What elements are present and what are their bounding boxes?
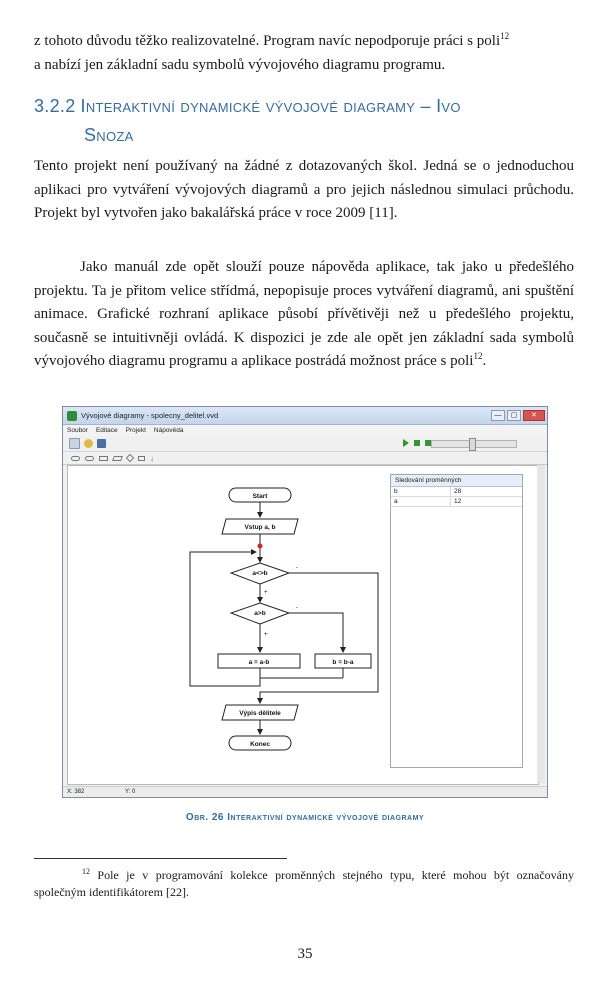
paragraph-project: Tento projekt není používaný na žádné z dotazovaných škol. Jedná se o jednoduchou aplikaci pro vytváření vývojových diagramů a pro jejich následnou simulaci průchodu. Projekt byl vytvořen jako bakalářská práce v roce 2009 [11].: [34, 158, 574, 221]
assign-left-label: a = a-b: [248, 659, 270, 666]
branch-minus-2: -: [296, 605, 298, 611]
main-toolbar: [63, 436, 547, 452]
window-title: Vývojové diagramy - spolecny_delitel.vvd: [81, 411, 219, 420]
cond2-label: a>b: [254, 610, 266, 617]
maximize-button[interactable]: ▢: [507, 410, 521, 421]
app-icon: [67, 411, 77, 421]
section-number: 3.2.2: [34, 96, 76, 116]
start-label: Start: [252, 493, 268, 500]
status-x: X: 382: [67, 789, 85, 795]
slider-thumb[interactable]: [469, 438, 476, 451]
new-file-icon[interactable]: [69, 438, 80, 449]
section-title-line1: Interaktivní dynamické vývojové diagramy – Ivo: [80, 96, 461, 116]
menu-editace[interactable]: Editace: [95, 427, 118, 434]
active-step-marker: [258, 544, 263, 549]
minimize-button[interactable]: —: [491, 410, 505, 421]
figure-caption: Obr. 26 Interaktivní dynamické vývojové diagramy: [185, 812, 425, 823]
footnote: $^{12}$ Pole je v programování kolekce proměnných stejného typu, které mohou být označovány společným identifikátorem [22].: [34, 867, 574, 899]
status-y: Y: 0: [125, 789, 136, 795]
connector-arrow-icon[interactable]: ↓: [150, 453, 154, 463]
play-icon[interactable]: [403, 439, 409, 447]
save-icon[interactable]: [97, 439, 106, 448]
decision-shape-icon[interactable]: [126, 454, 134, 462]
close-button[interactable]: ✕: [523, 410, 545, 421]
menubar: [63, 425, 547, 436]
paragraph-manual: Jako manuál zde opět slouží pouze nápověda aplikace, tak jako u předešlého projektu. Ta je přitom velice střídmá, nepopisuje proces vytváření diagramů, ani spuštění animace. Grafické rozhraní aplikace působí přívětivěji než u předešlého projektu, současně se intuitivněji ovládá. K dispozici je zde ale opět jen základní sada symbolů vývojového diagramu programu a aplikace postrádá možnost práce s poli$^{12}$.: [34, 259, 574, 369]
watch-panel-title: Sledování proměnných: [391, 475, 522, 487]
footnote-rule: [34, 858, 287, 859]
menu-soubor[interactable]: Soubor: [67, 427, 88, 434]
input-label: Vstup a, b: [244, 524, 276, 531]
footnote-ref: 12: [500, 31, 510, 41]
var-value: 28: [454, 488, 462, 495]
terminal-shape-icon[interactable]: [71, 456, 80, 461]
open-folder-icon[interactable]: [84, 439, 93, 448]
assign-right-label: b = b-a: [332, 659, 354, 666]
subprocess-shape-icon[interactable]: [138, 456, 145, 461]
end-label: Konec: [250, 741, 270, 748]
cond1-label: a<>b: [252, 570, 268, 577]
branch-plus-2: +: [264, 632, 268, 638]
process-shape-icon[interactable]: [99, 456, 108, 461]
terminal-shape-icon-2[interactable]: [85, 456, 94, 461]
watch-row[interactable]: [391, 497, 522, 507]
menu-napoveda[interactable]: Nápověda: [153, 427, 184, 434]
var-name: a: [391, 497, 451, 506]
footnote-number: 12: [82, 867, 90, 876]
speed-slider[interactable]: [431, 440, 517, 448]
footnote-ref: 12: [473, 351, 483, 361]
branch-plus-1: +: [264, 590, 268, 596]
diagram-canvas[interactable]: [67, 465, 539, 785]
status-bar: [63, 786, 547, 797]
shapes-toolbar: [63, 452, 547, 465]
stop-icon[interactable]: [414, 440, 420, 446]
io-shape-icon[interactable]: [112, 456, 123, 461]
branch-minus-1: -: [296, 565, 298, 571]
window-titlebar: [63, 407, 547, 425]
menu-projekt[interactable]: Projekt: [125, 427, 146, 434]
var-value: 12: [454, 498, 462, 505]
var-name: b: [391, 487, 451, 496]
watch-row[interactable]: [391, 487, 522, 497]
vertical-scrollbar[interactable]: [537, 465, 545, 783]
app-window-screenshot: [62, 406, 548, 798]
section-title-line2: Snoza: [84, 125, 134, 145]
output-label: Výpis dělitele: [239, 710, 281, 717]
variable-watch-panel: [390, 474, 523, 768]
paragraph-intro: z tohoto důvodu těžko realizovatelné. Program navíc nepodporuje práci s poli$^{12}$ a nabízí jen základní sadu symbolů vývojového diagramu programu.: [34, 31, 510, 73]
page-number: 35: [297, 946, 313, 962]
section-heading: [34, 92, 579, 150]
